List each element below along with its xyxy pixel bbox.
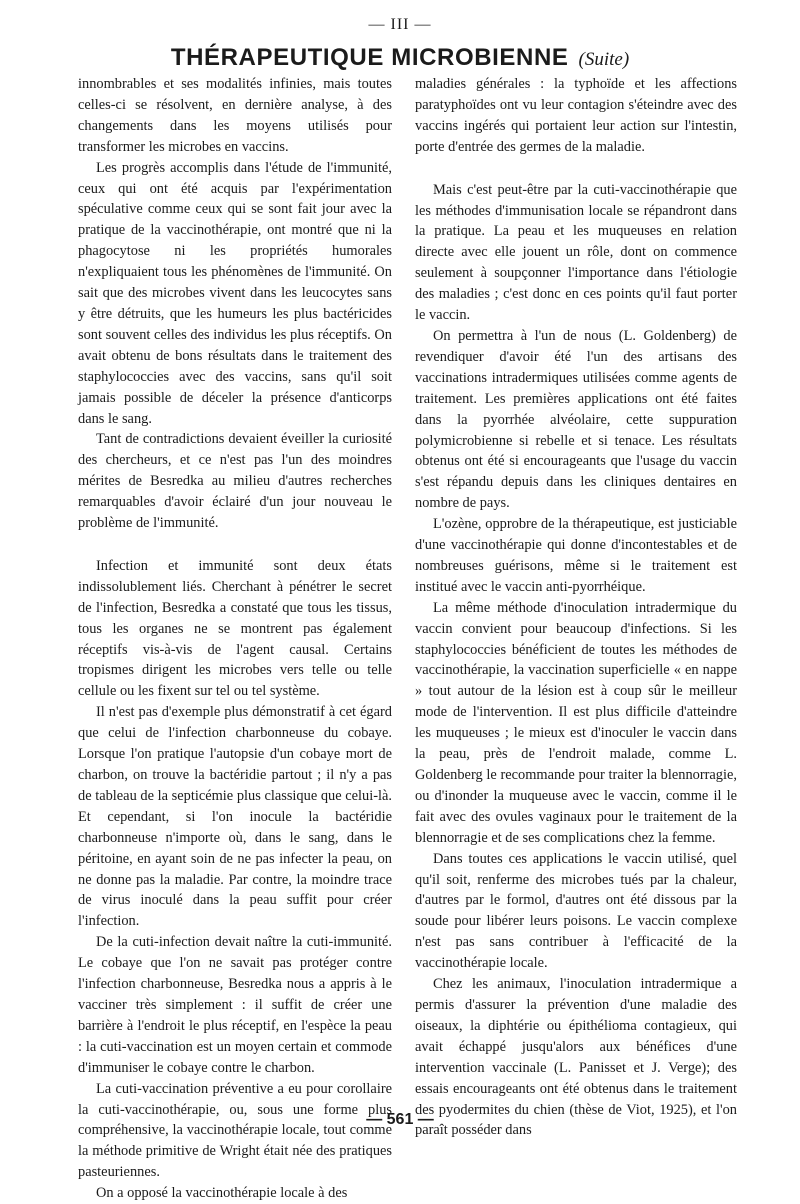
section-folio: — III —: [368, 16, 432, 33]
paragraph: La même méthode d'inoculation intradermique du vaccin convient pour beaucoup d'infections. Si les staphylococcies bénéficient de toutes les méthodes de vaccinothérapie, la vaccination superficielle « en nappe » tout autour de la lésion est à coup sûr le meilleur mode de l'intervention. Il est plus difficile d'atteindre les muqueuses ; le mieux est d'inoculer le vaccin dans la peau, près de l'endroit malade, comme L. Goldenberg le recommande pour traiter la blennorragie, ou d'inonder la muqueuse avec le vaccin, comme il le fait avec des ovules vaginaux pour le traitement de la blennorragie et de ses complications chez la femme.: [415, 599, 737, 846]
paragraph: L'ozène, opprobre de la thérapeutique, est justiciable d'une vaccinothérapie qui donne d'incontestables et de nombreuses guérisons, même si le traitement est institué avec le vaccin anti-pyorrhéique.: [415, 516, 737, 595]
paragraph: maladies générales : la typhoïde et les affections paratyphoïdes ont vu leur contagion s'éteindre avec des vaccins ingérés qui portaient leur action sur l'intestin, porte d'entrée des germes de la maladie.: [415, 76, 737, 155]
left-column: [78, 74, 392, 1204]
article-title: [0, 44, 800, 72]
paragraph: innombrables et ses modalités infinies, mais toutes celles-ci se résolvent, en dernière analyse, à des changements dans les moyens utilisés pour transformer les microbes en vaccins.: [78, 76, 392, 155]
paragraph: La cuti-vaccination préventive a eu pour corollaire la cuti-vaccinothérapie, ou, sous une forme plus compréhensive, la vaccinothérapie locale, tout comme la méthode primitive de Wright était née des pratiques pasteuriennes.: [78, 1080, 392, 1181]
right-column: [415, 74, 737, 1141]
paragraph: Dans toutes ces applications le vaccin utilisé, quel qu'il soit, renferme des microbes tués par la chaleur, d'autres par le formol, d'autres ont été dissous par la soude pour libérer leurs poisons. Le vaccin complexe n'est pas sans contribuer à l'efficacité de la vaccinothérapie locale.: [415, 850, 737, 972]
paragraph: On a opposé la vaccinothérapie locale à des: [96, 1185, 348, 1202]
paragraph: Mais c'est peut-être par la cuti-vaccinothérapie que les méthodes d'immunisation locale se répandront dans la pratique. La peau et les muqueuses en relation directe avec elle jouent un rôle, dont on commence seulement à soupçonner l'importance dans l'étiologie des maladies ; c'est donc en ces points qu'il faut porter le vaccin.: [415, 181, 737, 324]
paragraph: Chez les animaux, l'inoculation intradermique a permis d'assurer la prévention d'une maladie des oiseaux, la diphtérie ou épithélioma contagieux, qui avait échappé jusqu'alors aux bénéfices d'une intervention vaccinale (L. Panisset et J. Verge); des essais encourageants ont été obtenus dans le traitement des pyodermites du chien (thèse de Viot, 1925), et l'on paraît posséder dans: [415, 976, 737, 1139]
title-subtitle: (Suite): [578, 49, 630, 70]
paragraph: On permettra à l'un de nous (L. Goldenberg) de revendiquer d'avoir été l'un des artisans des vaccinations intradermiques utilisées comme agents de traitement. Les premières applications ont été faites dans la pyorrhée alvéolaire, cette suppuration polymicrobienne si rebelle et si tenace. Les résultats obtenus ont été si encourageants que l'usage du vaccin s'est répandu depuis dans les cliniques dentaires en nombre de pays.: [415, 327, 737, 512]
paragraph: Infection et immunité sont deux états indissolublement liés. Cherchant à pénétrer le secret de l'infection, Besredka a constaté que tous les tissus, tous les organes ne se montrent pas également réceptifs vis-à-vis de l'agent causal. Certains tropismes dirigent les microbes vers telle ou telle cellule ou les fixent sur tel ou tel système.: [78, 557, 392, 700]
paragraph: Tant de contradictions devaient éveiller la curiosité des chercheurs, et ce n'est pas l'un des moindres mérites de Besredka au milieu d'autres recherches remarquables d'avoir éclairé d'un jour nouveau le problème de l'immunité.: [78, 431, 392, 532]
title-main: THÉRAPEUTIQUE MICROBIENNE: [170, 44, 569, 71]
paragraph: Les progrès accomplis dans l'étude de l'immunité, ceux qui ont été acquis par l'expérimentation spéculative comme ceux qui se sont fait jour avec la pratique de la vaccinothérapie, ont montré que ni la phagocytose ni les propriétés humorales n'expliquaient tous les phénomènes de l'immunité. On sait que des microbes vivent dans les leucocytes sans y être détruits, que les humeurs les plus bactéricides sont souvent celles des individus les plus réceptifs. On avait obtenu de bons résultats dans le traitement des staphylococcies avec des vaccins, sans qu'il soit jamais possible de déceler la présence d'anticorps dans le sang.: [78, 159, 392, 427]
paragraph: De la cuti-infection devait naître la cuti-immunité. Le cobaye que l'on ne savait pas protéger contre l'infection charbonneuse, Besredka nous a appris à le vacciner très simplement : il suffit de créer une barrière à l'endroit le plus réceptif, en l'espèce la peau : la cuti-vaccination est un moyen certain et commode d'immuniser le cobaye contre le charbon.: [78, 934, 392, 1076]
page-number: — 561 —: [366, 1111, 434, 1128]
paragraph: Il n'est pas d'exemple plus démonstratif à cet égard que celui de l'infection charbonneuse du cobaye. Lorsque l'on pratique l'autopsie d'un cobaye mort de charbon, on trouve la bactéridie partout ; il n'y a pas de tableau de la septicémie plus classique que celui-là. Et cependant, si l'on inocule la bactéridie charbonneuse n'importe où, dans le sang, dans le péritoine, en ayant soin de ne pas infecter la peau, on ne donne pas la maladie. Par contre, la moindre trace de virus inoculé dans la peau suffit pour créer l'infection.: [78, 704, 392, 930]
